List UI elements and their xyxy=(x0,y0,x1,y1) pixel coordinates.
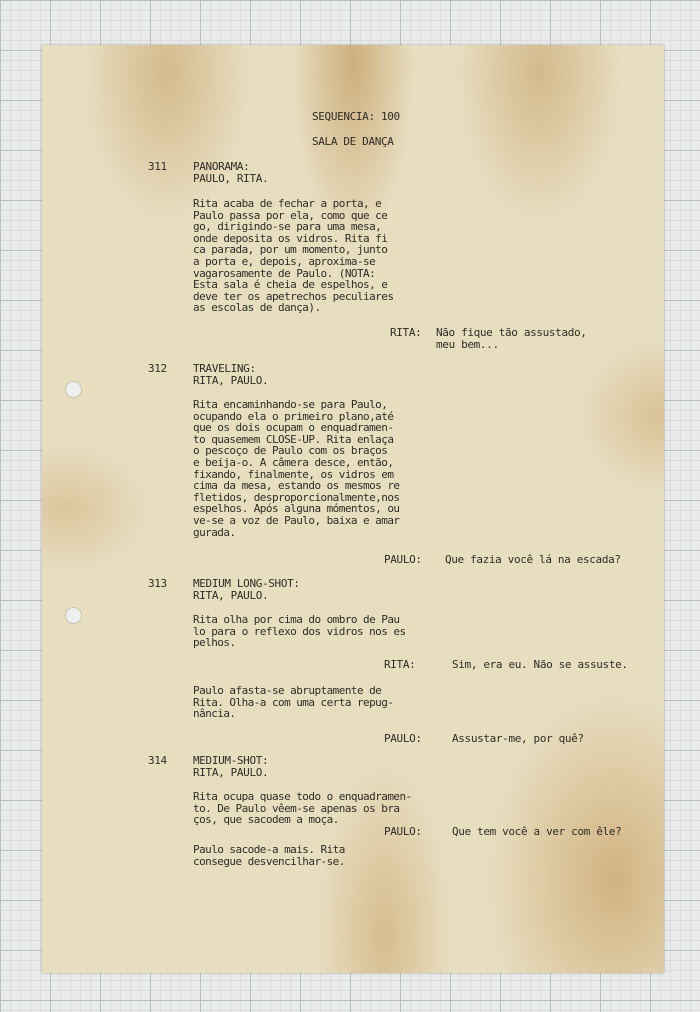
dialogue-line: Assustar-me, por quê? xyxy=(452,732,584,745)
action-text: Rita acaba de fechar a porta, e Paulo passa por ela, como que ce go, dirigindo-se para uma mesa, onde deposita os vidros. Rita fi ca parada, por um momento, junto a porta e, depois, aproxima-se vagarosamente de Paulo. (NOTA: Esta sala é cheia de espelhos, e deve ter os apetrechos peculiares as escolas de dança). xyxy=(193,197,394,315)
action-text: Rita encaminhando-se para Paulo, ocupando ela o primeiro plano,até que os dois ocupam o enquadramen- to quasemem CLOSE-UP. Rita enlaça o pescoço de Paulo com os braços e beija-o. A câmera desce, então, fixando, finalmente, os vidros em cima da mesa, estando os mesmos re fletidos, desproporcionalmente,nos espelhos. Após alguna mómentos, ou ve-se a voz de Paulo, baixa e amar gurada. xyxy=(193,398,400,539)
shot-type: MEDIUM-SHOT: xyxy=(193,754,269,767)
punch-hole xyxy=(65,607,82,624)
punch-hole xyxy=(65,381,82,398)
scene-number: 311 xyxy=(148,160,167,173)
scene-characters: RITA, PAULO. xyxy=(193,374,269,387)
dialogue-speaker: PAULO: xyxy=(384,825,422,838)
action-text: Paulo afasta-se abruptamente de Rita. Olha-a com uma certa repug- nância. xyxy=(193,684,394,721)
sequence-heading: SEQUENCIA: 100 xyxy=(312,110,400,123)
location-heading: SALA DE DANÇA xyxy=(312,135,394,148)
action-text: Rita olha por cima do ombro de Pau lo para o reflexo dos vidros nos es pelhos. xyxy=(193,613,406,650)
scene-characters: PAULO, RITA. xyxy=(193,172,269,185)
dialogue-speaker: PAULO: xyxy=(384,732,422,745)
shot-type: TRAVELING: xyxy=(193,362,256,375)
dialogue-line: Sim, era eu. Não se assuste. xyxy=(452,658,628,671)
scene-number: 314 xyxy=(148,754,167,767)
scene-number: 312 xyxy=(148,362,167,375)
scene-characters: RITA, PAULO. xyxy=(193,589,269,602)
dialogue-speaker: RITA: xyxy=(390,326,422,339)
scene-number: 313 xyxy=(148,577,167,590)
shot-type: PANORAMA: xyxy=(193,160,250,173)
dialogue-line: Que fazia você lá na escada? xyxy=(445,553,621,566)
dialogue-speaker: RITA: xyxy=(384,658,416,671)
shot-type: MEDIUM LONG-SHOT: xyxy=(193,577,300,590)
dialogue-line: Que tem você a ver com êle? xyxy=(452,825,622,838)
dialogue-line: Não fique tão assustado, meu bem... xyxy=(436,326,587,351)
scene-characters: RITA, PAULO. xyxy=(193,766,269,779)
action-text: Paulo sacode-a mais. Rita consegue desvencilhar-se. xyxy=(193,843,345,868)
action-text: Rita ocupa quase todo o enquadramen- to. De Paulo vêem-se apenas os bra ços, que sacodem a moça. xyxy=(193,790,412,827)
dialogue-speaker: PAULO: xyxy=(384,553,422,566)
